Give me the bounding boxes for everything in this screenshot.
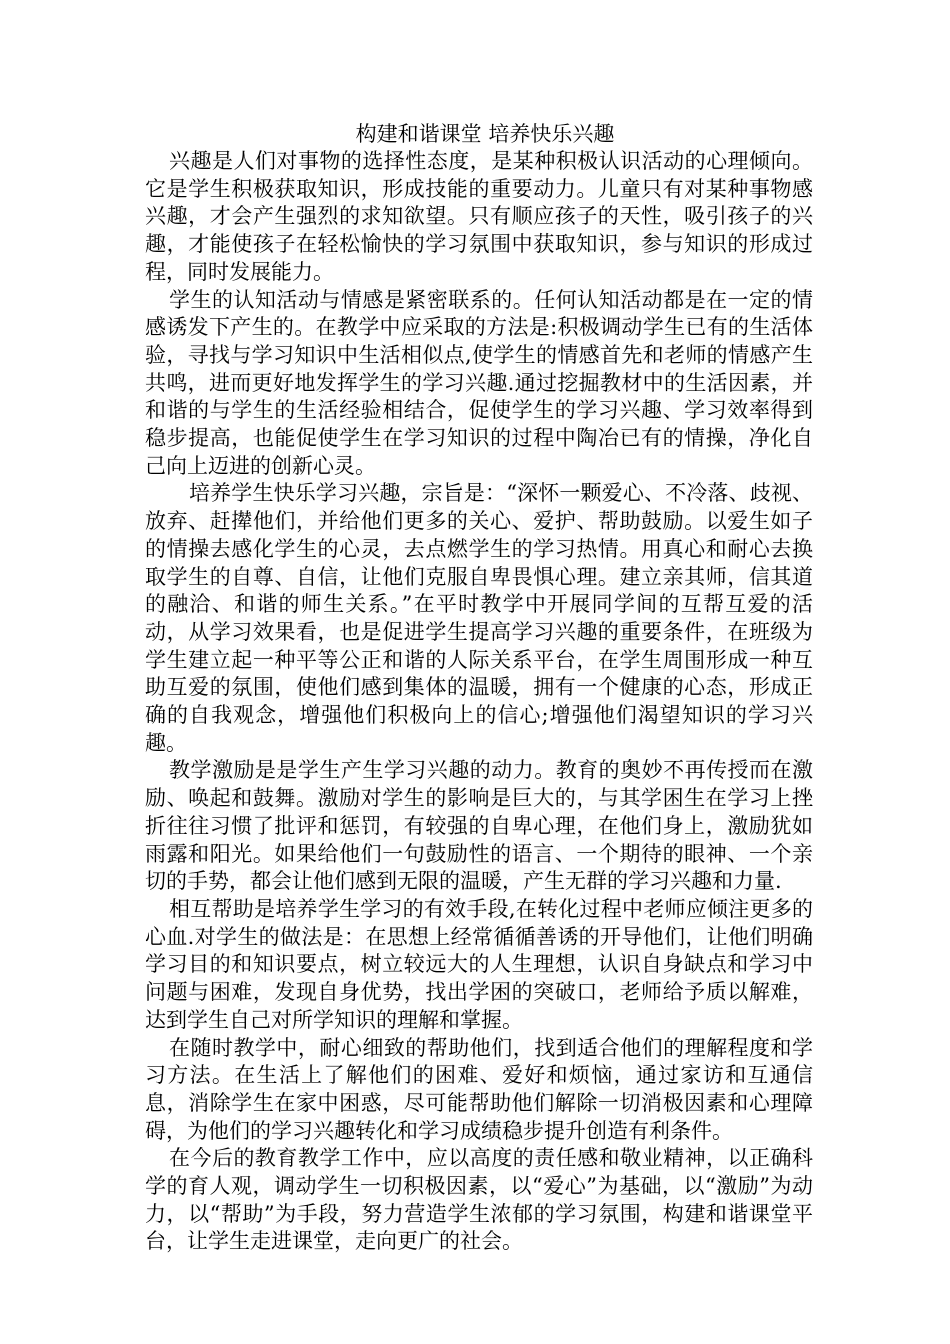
paragraph-cultivation-purpose: 培养学生快乐学习兴趣，宗旨是：“深怀一颗爱心、不冷落、歧视、放弃、赶撵他们，并给他们更多的关心、爱护、帮助鼓励。以爱生如子的情操去感化学生的心灵，去点燃学生的学习热情。用真心和耐心去换取学生的自尊、自信，让他们克服自卑畏惧心理。建立亲其师，信其道的融洽、和谐的师生关系。”在平时教学中开展同学间的互帮互爱的活动，从学习效果看，也是促进学生提高学习兴趣的重要条件，在班级为学生建立起一种平等公正和谐的人际关系平台，在学生周围形成一种互助互爱的氛围，使他们感到集体的温暖，拥有一个健康的心态，形成正确的自我观念，增强他们积极向上的信心;增强他们渴望知识的学习兴趣。 [145, 481, 813, 755]
document-title: 构建和谐课堂 培养快乐兴趣 [355, 122, 615, 146]
document-page [145, 120, 813, 1256]
paragraph-mutual-help: 相互帮助是培养学生学习的有效手段,在转化过程中老师应倾注更多的心血.对学生的做法是：在思想上经常循循善诱的开导他们，让他们明确学习目的和知识要点，树立较远大的人生理想，认识自身缺点和学习中问题与困难，发现自身优势，找出学困的突破口，老师给予质以解难，达到学生自己对所学知识的理解和掌握。 [145, 896, 813, 1032]
paragraph-daily-teaching: 在随时教学中，耐心细致的帮助他们，找到适合他们的理解程度和学习方法。在生活上了解他们的困难、爱好和烦恼，通过家访和互通信息，消除学生在家中困惑，尽可能帮助他们解除一切消极因素和心理障碍，为他们的学习兴趣转化和学习成绩稳步提升创造有利条件。 [145, 1035, 813, 1143]
paragraph-teaching-motivation: 教学激励是是学生产生学习兴趣的动力。教育的奥妙不再传授而在激励、唤起和鼓舞。激励对学生的影响是巨大的，与其学困生在学习上挫折往往习惯了批评和惩罚，有较强的自卑心理，在他们身上，激励犹如雨露和阳光。如果给他们一句鼓励性的语言、一个期待的眼神、一个亲切的手势，都会让他们感到无限的温暖，产生无群的学习兴趣和力量. [145, 758, 813, 894]
paragraph-cognition-emotion: 学生的认知活动与情感是紧密联系的。任何认知活动都是在一定的情感诱发下产生的。在教学中应采取的方法是:积极调动学生已有的生活体验，寻找与学习知识中生活相似点,使学生的情感首先和老师的情感产生共鸣，进而更好地发挥学生的学习兴趣.通过挖掘教材中的生活因素，并和谐的与学生的生活经验相结合，促使学生的学习兴趣、学习效率得到稳步提高，也能促使学生在学习知识的过程中陶冶已有的情操，净化自己向上迈进的创新心灵。 [145, 287, 813, 478]
paragraph-future-work: 在今后的教育教学工作中，应以高度的责任感和敬业精神，以正确科学的育人观，调动学生一切积极因素，以“爱心”为基础，以“激励”为动力，以“帮助”为手段，努力营造学生浓郁的学习氛围，构建和谐课堂平台，让学生走进课堂，走向更广的社会。 [145, 1146, 813, 1254]
paragraph-interest-definition: 兴趣是人们对事物的选择性态度，是某种积极认识活动的心理倾向。它是学生积极获取知识，形成技能的重要动力。儿童只有对某种事物感兴趣，才会产生强烈的求知欲望。只有顺应孩子的天性，吸引孩子的兴趣，才能使孩子在轻松愉快的学习氛围中获取知识，参与知识的形成过程，同时发展能力。 [145, 149, 813, 284]
